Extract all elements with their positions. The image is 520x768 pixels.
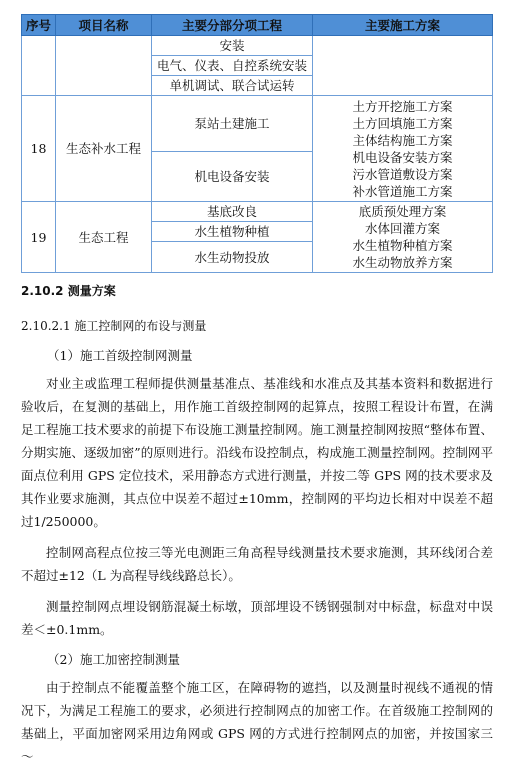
- plan-item: 土方开挖施工方案: [352, 98, 453, 114]
- paragraph: 控制网高程点位按三等光电测距三角高程导线测量技术要求施测，其环线闭合差不超过±12（L 为高程导线线路总长）。: [21, 545, 493, 583]
- plan-item: 水体回灌方案: [364, 221, 440, 236]
- table-cell-work: 水生动物投放: [152, 242, 313, 273]
- table-cell-work: 基底改良: [152, 202, 313, 222]
- plan-item: 主体结构施工方案: [352, 132, 453, 148]
- table-cell-work: 机电设备安装: [152, 152, 313, 202]
- paragraph: 对业主或监理工程师提供测量基准点、基准线和水准点及其基本资料和数据进行验收后，在复测的基础上，用作施工首级控制网的起算点，按照工程设计布置，在满足工程施工技术要求的前提下布设施工测量控制网。施工测量控制网按照“整体布置、分期实施、逐级加密”的原则进行。沿线布设控制点，构成施工测量控制网。控制网平面点位利用 GPS 定位技术，采用静态方式进行测量，并按二等 GPS 网的技术要求及其作业要求施测，其点位中误差不超过±10mm，控制网的平均边长相对中误差不超过1/250000。: [21, 376, 493, 529]
- table-cell-work: 泵站土建施工: [152, 96, 313, 152]
- table-header-row: [22, 15, 493, 36]
- plan-item: 机电设备安装方案: [352, 149, 453, 165]
- table-cell-project-name: 生态补水工程: [56, 96, 152, 202]
- paragraph: 由于控制点不能覆盖整个施工区，在障碍物的遮挡，以及测量时视线不通视的情况下，为满足工程施工的要求，必须进行控制网点的加密工作。在首级施工控制网的基础上，平面加密网采用边角网或 GPS 网的方式进行控制网点的加密，并按国家三～: [21, 680, 493, 764]
- section-body: [21, 282, 493, 768]
- table-row: [22, 36, 493, 56]
- plan-item: 补水管道施工方案: [352, 183, 453, 199]
- table-cell-work: 水生植物种植: [152, 222, 313, 242]
- table-row: [22, 202, 493, 222]
- item-heading: （2）施工加密控制测量: [47, 652, 180, 667]
- header-no: 序号: [22, 15, 56, 36]
- plan-item: 水生植物种植方案: [352, 238, 453, 253]
- table-cell-empty: [56, 36, 152, 96]
- table-cell-project-name: 生态工程: [56, 202, 152, 273]
- table-cell-plans: [313, 202, 493, 273]
- table-cell-work: 安装: [152, 36, 313, 56]
- table-cell-no: 18: [22, 96, 56, 202]
- table-cell-work: 单机调试、联合试运转: [152, 76, 313, 96]
- header-main-plans: 主要施工方案: [313, 15, 493, 36]
- plan-item: 污水管道敷设方案: [352, 166, 453, 182]
- header-main-works: 主要分部分项工程: [152, 15, 313, 36]
- plan-item: 底质预处理方案: [358, 204, 447, 219]
- section-heading: 2.10.2 测量方案: [21, 284, 116, 298]
- header-project-name: 项目名称: [56, 15, 152, 36]
- table-cell-empty: [22, 36, 56, 96]
- table-cell-empty: [313, 36, 493, 96]
- construction-plan-table: [21, 14, 493, 273]
- table-row: [22, 96, 493, 152]
- item-heading: （1）施工首级控制网测量: [47, 348, 193, 363]
- table-cell-no: 19: [22, 202, 56, 273]
- paragraph: 测量控制网点埋设钢筋混凝土标墩，顶部埋设不锈钢强制对中标盘，标盘对中误差＜±0.1mm。: [21, 599, 493, 637]
- plan-item: 土方回填施工方案: [352, 115, 453, 131]
- table-cell-plans: [313, 96, 493, 202]
- table-cell-work: 电气、仪表、自控系统安装: [152, 56, 313, 76]
- sub-heading: 2.10.2.1 施工控制网的布设与测量: [21, 319, 207, 333]
- plan-item: 水生动物放养方案: [352, 255, 453, 270]
